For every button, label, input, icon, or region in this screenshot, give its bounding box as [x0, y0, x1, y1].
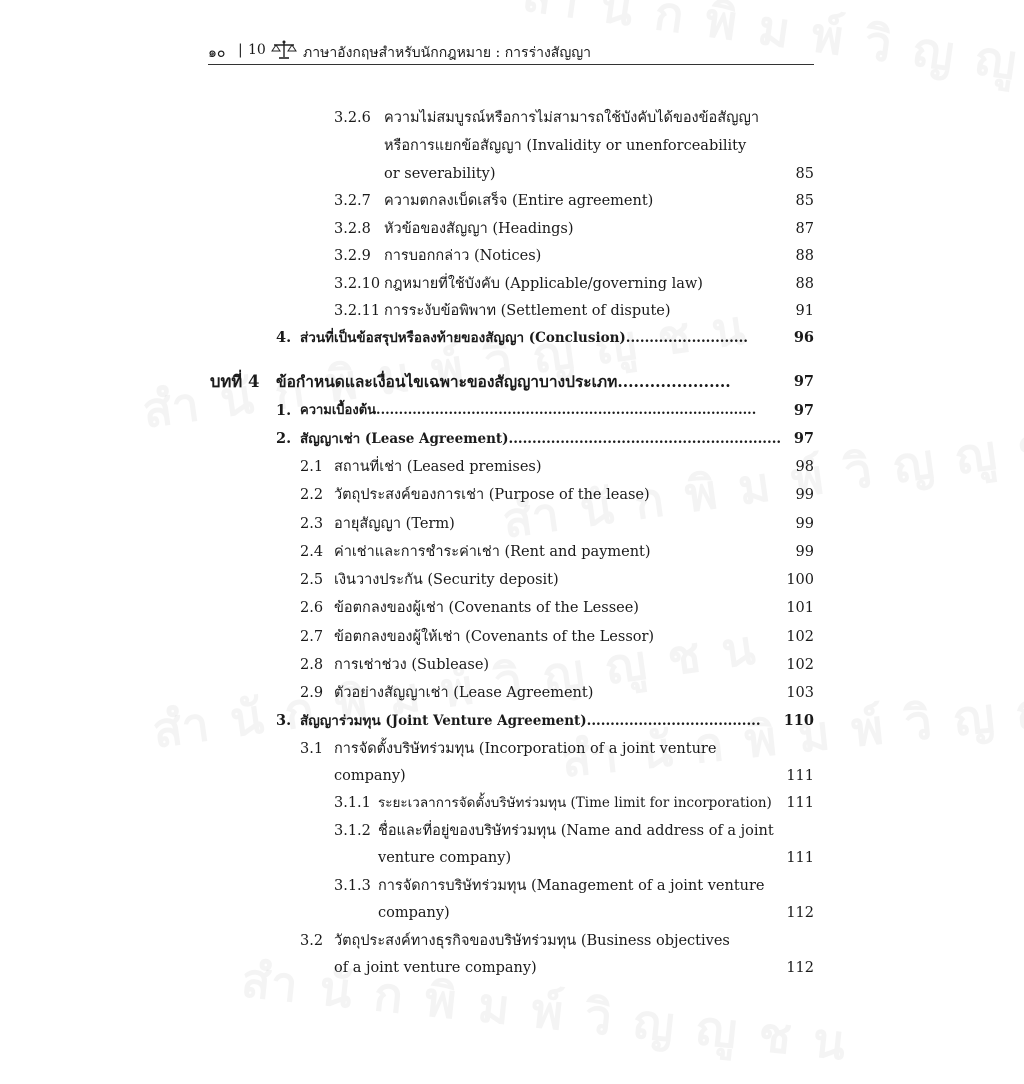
toc-number: 3.1: [300, 741, 324, 757]
toc-number: 3.2.6: [334, 110, 371, 126]
toc-page: 98: [795, 459, 814, 475]
toc-number: 2.8: [300, 657, 324, 673]
toc-page: 96: [793, 329, 814, 346]
toc-entry-text: ความไม่สมบูรณ์หรือการไม่สามารถใช้บังคับได้ของข้อสัญญา: [384, 110, 759, 126]
toc-section-heading: ส่วนที่เป็นข้อสรุปหรือลงท้ายของสัญญา (Conclusion)..........................: [300, 330, 748, 346]
toc-page: 103: [786, 685, 814, 701]
toc-page: 112: [786, 960, 814, 976]
toc-number: 3.2.11: [334, 303, 381, 319]
toc-entry-text: หัวข้อของสัญญา (Headings): [384, 221, 574, 237]
toc-page: 111: [786, 795, 814, 811]
toc-page: 99: [795, 544, 814, 560]
toc-entry-text: ระยะเวลาการจัดตั้งบริษัทร่วมทุน (Time limit for incorporation): [378, 795, 772, 811]
toc-entry-text: company): [334, 768, 406, 784]
toc-number: 2.4: [300, 544, 324, 560]
toc-page: 99: [795, 487, 814, 503]
toc-entry-text: การจัดการบริษัทร่วมทุน (Management of a joint venture: [378, 878, 765, 894]
toc-entry-text: ค่าเช่าและการชำระค่าเช่า (Rent and payment): [334, 544, 651, 560]
toc-entry-text: or severability): [384, 166, 496, 182]
toc-page: 111: [786, 768, 814, 784]
toc-entry-text: หรือการแยกข้อสัญญา (Invalidity or unenforceability: [384, 138, 747, 154]
toc-page: 85: [795, 193, 814, 209]
toc-number: 3.2.9: [334, 248, 371, 264]
toc-entry-text: of a joint venture company): [334, 960, 537, 976]
toc-page: 111: [786, 850, 814, 866]
toc-number: 1.: [276, 402, 292, 419]
page-number-thai: ๑๐: [208, 45, 226, 61]
toc-entry-text: วัตถุประสงค์ทางธุรกิจของบริษัทร่วมทุน (Business objectives: [334, 933, 730, 949]
toc-number: 2.6: [300, 600, 324, 616]
toc-section-heading: ความเบื้องต้น....................................................................................: [300, 403, 757, 418]
toc-number: 3.2.10: [334, 276, 381, 292]
toc-number: 2.3: [300, 516, 324, 532]
toc-page: 110: [783, 712, 814, 729]
toc-page: 100: [786, 572, 814, 588]
toc-number: 2.5: [300, 572, 324, 588]
toc-entry-text: วัตถุประสงค์ของการเช่า (Purpose of the lease): [334, 487, 650, 503]
chapter-number: บทที่ 4: [210, 372, 260, 391]
toc-number: 4.: [276, 329, 292, 346]
toc-page: 97: [793, 402, 814, 419]
toc-page: 97: [793, 373, 814, 390]
toc-entry-text: ชื่อและที่อยู่ของบริษัทร่วมทุน (Name and address of a joint: [378, 823, 774, 839]
toc-number: 3.2.8: [334, 221, 371, 237]
toc-number: 3.1.1: [334, 795, 371, 811]
toc-entry-text: ข้อตกลงของผู้เช่า (Covenants of the Lessee): [334, 600, 639, 616]
toc-entry-text: การบอกกล่าว (Notices): [384, 248, 542, 264]
toc-page: 99: [795, 516, 814, 532]
toc-page: 88: [795, 248, 814, 264]
toc-entry-text: ตัวอย่างสัญญาเช่า (Lease Agreement): [334, 685, 594, 701]
toc-number: 2.: [276, 430, 292, 447]
toc-section-heading: สัญญาเช่า (Lease Agreement)..........................................................: [300, 431, 782, 447]
toc-entry-text: เงินวางประกัน (Security deposit): [334, 572, 559, 588]
toc-page: 85: [795, 166, 814, 182]
toc-entry-text: ความตกลงเบ็ดเสร็จ (Entire agreement): [384, 193, 654, 209]
toc-entry-text: สถานที่เช่า (Leased premises): [334, 459, 542, 475]
toc-number: 2.2: [300, 487, 324, 503]
chapter-title: ข้อกำหนดและเงื่อนไขเฉพาะของสัญญาบางประเภท.....................: [276, 372, 731, 391]
toc-section-heading: สัญญาร่วมทุน (Joint Venture Agreement).....................................: [300, 713, 761, 729]
toc-entry-text: ข้อตกลงของผู้ให้เช่า (Covenants of the Lessor): [334, 629, 655, 645]
toc-page: 91: [795, 303, 814, 319]
toc-number: 3.2.7: [334, 193, 371, 209]
page-number: 10: [248, 42, 266, 58]
watermark-text: [498, 397, 1024, 560]
toc-number: 3.1.2: [334, 823, 371, 839]
toc-entry-text: อายุสัญญา (Term): [334, 516, 455, 532]
page-header: [208, 42, 814, 65]
toc-page: 101: [786, 600, 814, 616]
toc-page: 88: [795, 276, 814, 292]
scales-of-justice-icon: [271, 40, 297, 64]
toc-entry-text: การระงับข้อพิพาท (Settlement of dispute): [384, 303, 671, 319]
toc-page: 102: [786, 629, 814, 645]
header-separator: |: [238, 42, 243, 58]
toc-page: 102: [786, 657, 814, 673]
toc-entry-text: venture company): [378, 850, 512, 866]
toc-entry-text: การเช่าช่วง (Sublease): [334, 657, 490, 673]
toc-number: 3.2: [300, 933, 324, 949]
toc-page: 97: [793, 430, 814, 447]
toc-number: 3.1.3: [334, 878, 371, 894]
toc-page: 112: [786, 905, 814, 921]
toc-number: 3.: [276, 712, 292, 729]
toc-entry-text: กฎหมายที่ใช้บังคับ (Applicable/governing law): [384, 276, 703, 292]
toc-number: 2.9: [300, 685, 324, 701]
toc-number: 2.7: [300, 629, 324, 645]
toc-entry-text: company): [378, 905, 450, 921]
header-title: ภาษาอังกฤษสำหรับนักกฎหมาย : การร่างสัญญา: [303, 45, 592, 61]
toc-number: 2.1: [300, 459, 324, 475]
toc-page: 87: [795, 221, 814, 237]
toc-entry-text: การจัดตั้งบริษัทร่วมทุน (Incorporation of a joint venture: [334, 741, 717, 757]
